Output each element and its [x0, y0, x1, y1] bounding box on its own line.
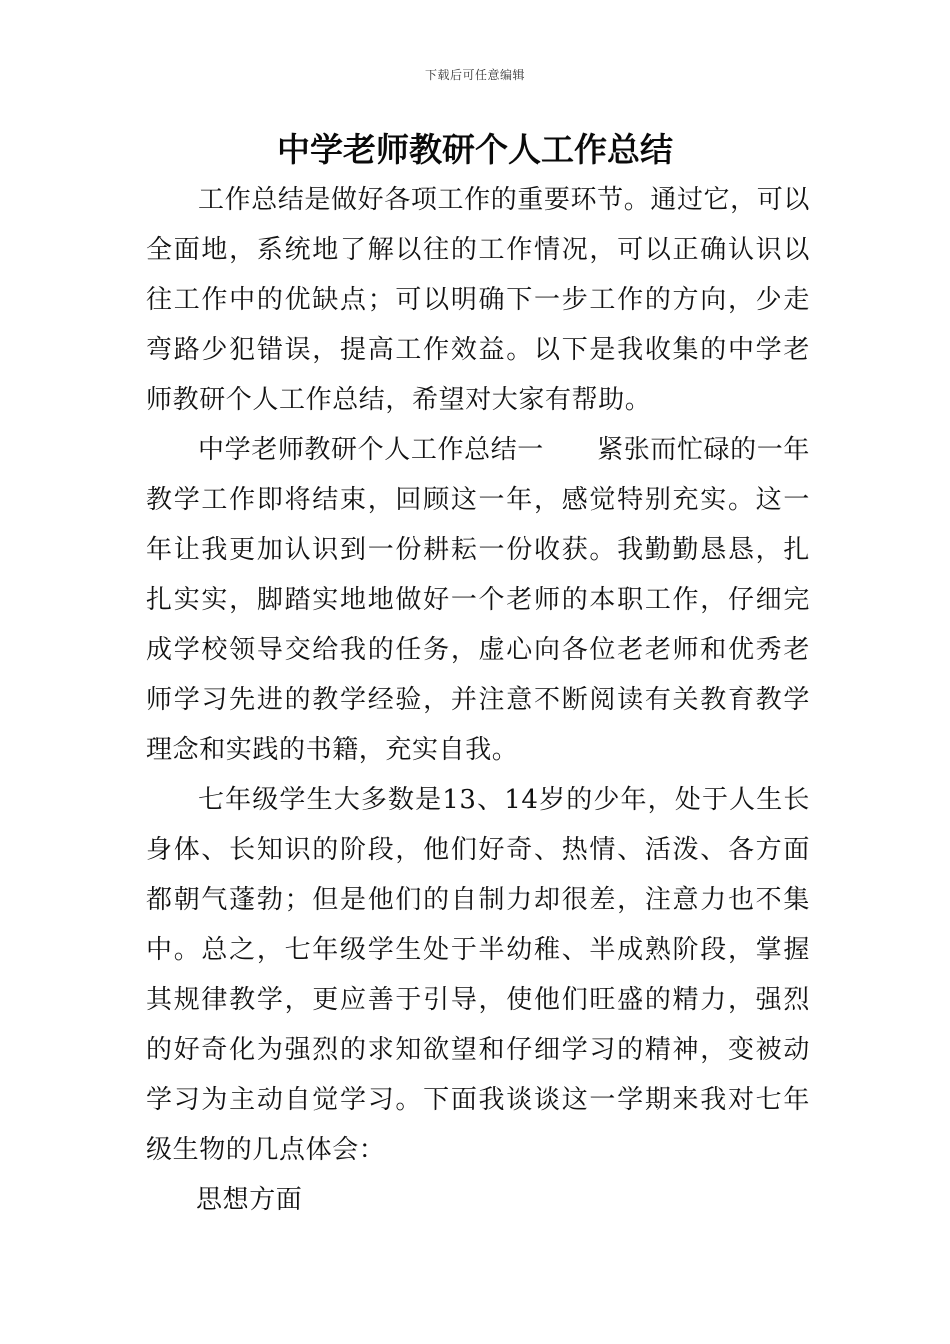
section-heading: 思想方面: [196, 1185, 303, 1215]
paragraph-summary-one: 中学老师教研个人工作总结一 紧张而忙碌的一年教学工作即将结束，回顾这一年，感觉特别充实。这一年让我更加认识到一份耕耘一份收获。我勤勤恳恳，扎扎实实，脚踏实地地做好一个老师的本职工作，仔细完成学校领导交给我的任务，虚心向各位老老师和优秀老师学习先进的教学经验，并注意不断阅读有关教育教学理念和实践的书籍，充实自我。: [146, 435, 810, 765]
paragraph-students: 七年级学生大多数是13、14岁的少年，处于人生长身体、长知识的阶段，他们好奇、热情、活泼、各方面都朝气蓬勃；但是他们的自制力却很差，注意力也不集中。总之，七年级学生处于半幼稚、半成熟阶段，掌握其规律教学，更应善于引导，使他们旺盛的精力，强烈的好奇化为强烈的求知欲望和仔细学习的精神，变被动学习为主动自觉学习。下面我谈谈这一学期来我对七年级生物的几点体会：: [146, 785, 810, 1165]
paragraph-intro: 工作总结是做好各项工作的重要环节。通过它，可以全面地，系统地了解以往的工作情况，可以正确认识以往工作中的优缺点；可以明确下一步工作的方向，少走弯路少犯错误，提高工作效益。以下是我收集的中学老师教研个人工作总结，希望对大家有帮助。: [146, 185, 810, 415]
document-title: 中学老师教研个人工作总结: [277, 130, 673, 169]
header-note: 下载后可任意编辑: [424, 68, 525, 82]
document-body: [146, 175, 810, 1225]
